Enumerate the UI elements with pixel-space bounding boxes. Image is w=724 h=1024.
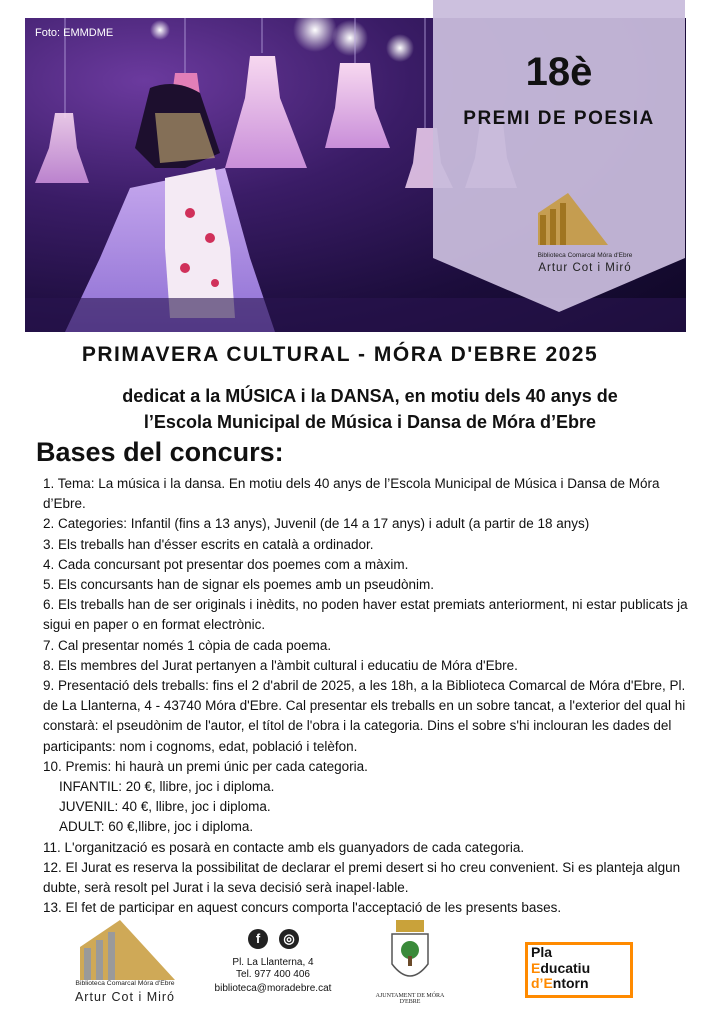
plan-line: Pla	[531, 944, 553, 960]
prize-item: INFANTIL: 20 €, llibre, joc i diploma.	[59, 779, 275, 795]
rule-item: 8. Els membres del Jurat pertanyen a l'àmbit cultural i educatiu de Móra d'Ebre.	[43, 657, 518, 673]
dedication	[60, 383, 680, 435]
rule-item: 13. El fet de participar en aquest concurs comporta l'acceptació de les presents bases.	[43, 900, 562, 916]
council-name: AJUNTAMENT DE MÓRA D'EBRE	[375, 993, 445, 1005]
rule-item: 4. Cada concursant pot presentar dos poemes com a màxim.	[43, 556, 409, 572]
rule-item: 10. Premis: hi haurà un premi únic per cada categoria.	[43, 758, 368, 774]
plan-line: d’Entorn	[531, 975, 589, 991]
footer-logo-subtitle: Biblioteca Comarcal Móra d'Ebre	[75, 980, 175, 987]
contact-phone: Tel. 977 400 406	[236, 969, 310, 980]
council-shield-icon	[386, 918, 434, 990]
event-title: PRIMAVERA CULTURAL - MÓRA D'EBRE 2025	[81, 343, 599, 366]
rule-item: 2. Categories: Infantil (fins a 13 anys), Juvenil (de 14 a 17 anys) i adult (a partir de 18 anys)	[43, 516, 590, 532]
rule-item: 1. Tema: La música i la dansa. En motiu dels 40 anys de l’Escola Municipal de Música i Dansa de Móra d’Ebre.	[43, 476, 660, 512]
photo-credit: Foto: EMMDME	[35, 27, 114, 39]
facebook-icon[interactable]: f	[248, 929, 268, 949]
rule-item: 9. Presentació dels treballs: fins el 2 d'abril de 2025, a les 18h, a la Biblioteca Comarcal de Móra d'Ebre, Pl. de La Llanterna, 4 - 43740 Móra d'Ebre. Cal presentar els treballs en un sobre tancat, a l'exterior del qual hi constarà: el pseudònim de l'autor, el títol de l'obra i la categoria. Dins el sobre s'hi inclouran les dades del participants: nom i cognoms, edat, població i telèfon.	[43, 678, 686, 754]
rule-item: 11. L'organització es posarà en contacte amb els guanyadors de cada categoria.	[43, 839, 525, 855]
plan-educatiu-text	[531, 945, 590, 992]
rules-heading: Bases del concurs:	[36, 437, 284, 467]
edition-number: 18è	[525, 50, 593, 94]
rule-item: 12. El Jurat es reserva la possibilitat de declarar el premi desert si ho creu convenient. Si es planteja algun dubte, serà resolt pel Jurat i la seva decisió serà inapel·lable.	[43, 859, 681, 896]
award-title: PREMI DE POESIA	[463, 108, 655, 129]
rule-item: 3. Els treballs han d'ésser escrits en català a ordinador.	[43, 536, 374, 552]
dedication-line: l’Escola Municipal de Música i Dansa de Móra d’Ebre	[143, 412, 597, 432]
rules-list	[43, 474, 693, 918]
prize-item: JUVENIL: 40 €, llibre, joc i diploma.	[59, 799, 271, 815]
library-logo-icon	[60, 912, 200, 987]
contact-email[interactable]: biblioteca@moradebre.cat	[214, 983, 332, 994]
rule-item: 7. Cal presentar només 1 còpia de cada poema.	[43, 637, 332, 653]
instagram-icon[interactable]: ◎	[279, 929, 299, 949]
prize-item: ADULT: 60 €,llibre, joc i diploma.	[59, 819, 254, 835]
overlay-logo-name: Artur Cot i Miró	[538, 262, 632, 274]
dedication-line: dedicat a la MÚSICA i la DANSA, en motiu dels 40 anys de	[122, 386, 618, 406]
overlay-logo-subtitle: Biblioteca Comarcal Móra d'Ebre	[537, 252, 633, 259]
rule-item: 5. Els concursants han de signar els poemes amb un pseudònim.	[43, 577, 434, 593]
rule-item: 6. Els treballs han de ser originals i inèdits, no poden haver estat premiats anteriorment, ni estar publicats ja sigui en paper o en format electrònic.	[43, 597, 688, 633]
footer-logo-name: Artur Cot i Miró	[74, 990, 176, 1004]
plan-line: Educatiu	[531, 959, 591, 976]
contact-address: Pl. La Llanterna, 4	[232, 957, 314, 968]
